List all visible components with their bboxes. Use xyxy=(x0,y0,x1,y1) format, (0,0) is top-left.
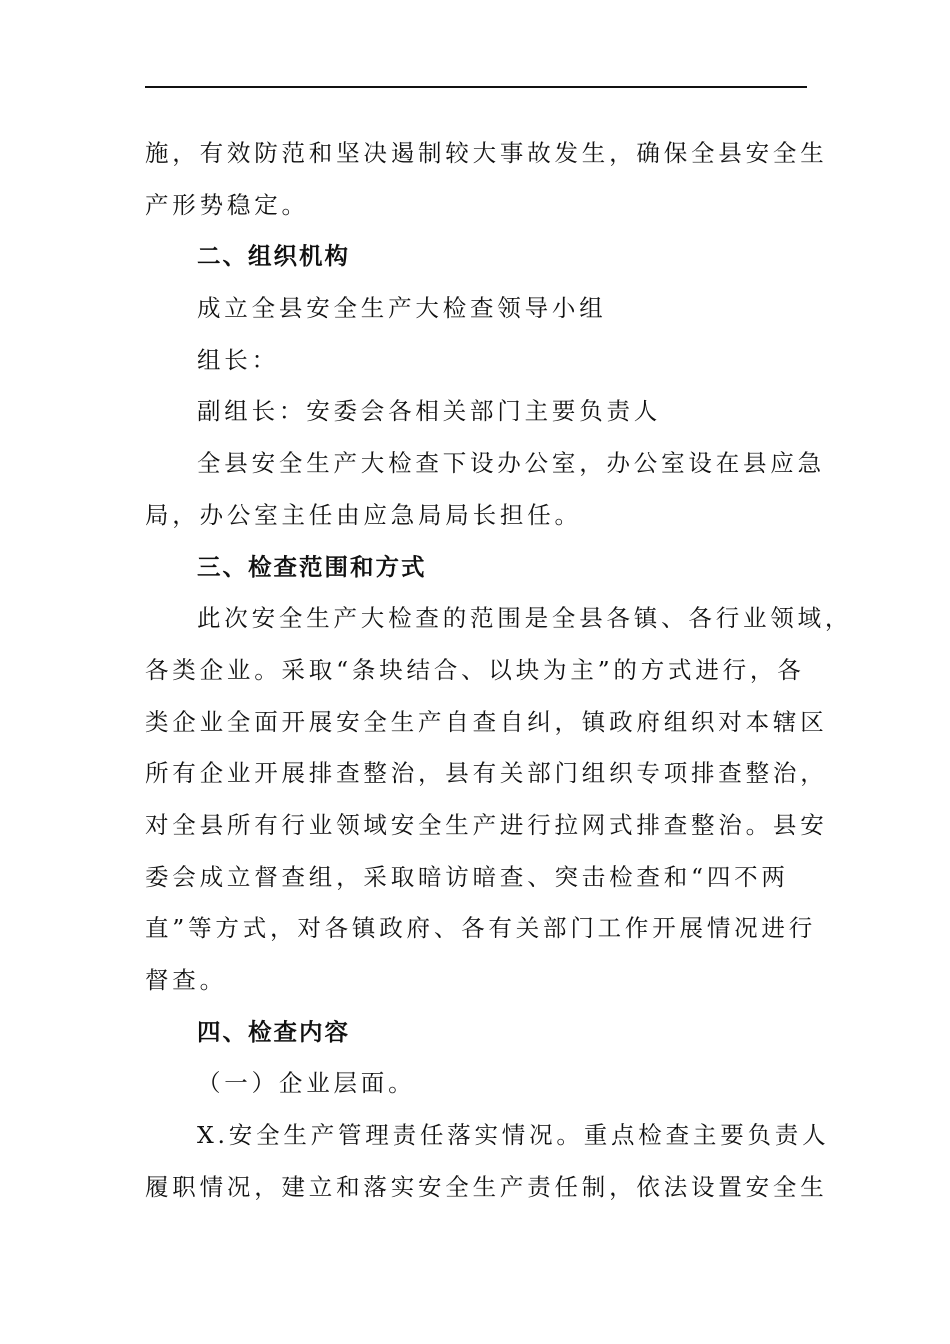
body-line: 此次安全生产大检查的范围是全县各镇、各行业领域， xyxy=(197,604,853,633)
body-line: 类企业全面开展安全生产自查自纠，镇政府组织对本辖区 xyxy=(145,707,828,736)
body-line: 产形势稳定。 xyxy=(145,190,309,219)
header-rule xyxy=(145,86,807,88)
body-line: 各类企业。采取“条块结合、以块为主”的方式进行，各 xyxy=(145,655,805,684)
section-heading: 四、检查内容 xyxy=(197,1017,350,1046)
section-heading: 三、检查范围和方式 xyxy=(197,552,427,581)
body-line: 成立全县安全生产大检查领导小组 xyxy=(197,294,607,323)
body-line: 施，有效防范和坚决遏制较大事故发生，确保全县安全生 xyxy=(145,139,828,167)
body-line: 直”等方式，对各镇政府、各有关部门工作开展情况进行 xyxy=(145,914,817,943)
body-line: 履职情况，建立和落实安全生产责任制，依法设置安全生 xyxy=(145,1172,828,1201)
body-line: 对全县所有行业领域安全生产进行拉网式排查整治。县安 xyxy=(145,810,828,839)
body-line: 全县安全生产大检查下设办公室，办公室设在县应急 xyxy=(197,449,825,478)
body-line: 所有企业开展排查整治，县有关部门组织专项排查整治， xyxy=(145,759,828,788)
body-line: 委会成立督查组，采取暗访暗查、突击检查和“四不两 xyxy=(145,862,789,891)
document-body xyxy=(145,128,853,1213)
subsection-heading: （一）企业层面。 xyxy=(197,1069,416,1098)
body-line: 督查。 xyxy=(145,966,227,994)
body-line: X.安全生产管理责任落实情况。重点检查主要负责人 xyxy=(197,1121,830,1150)
section-heading: 二、组织机构 xyxy=(197,242,350,271)
body-line: 副组长：安委会各相关部门主要负责人 xyxy=(197,397,662,426)
body-line: 局，办公室主任由应急局局长担任。 xyxy=(145,500,582,529)
body-line: 组长： xyxy=(197,345,279,374)
